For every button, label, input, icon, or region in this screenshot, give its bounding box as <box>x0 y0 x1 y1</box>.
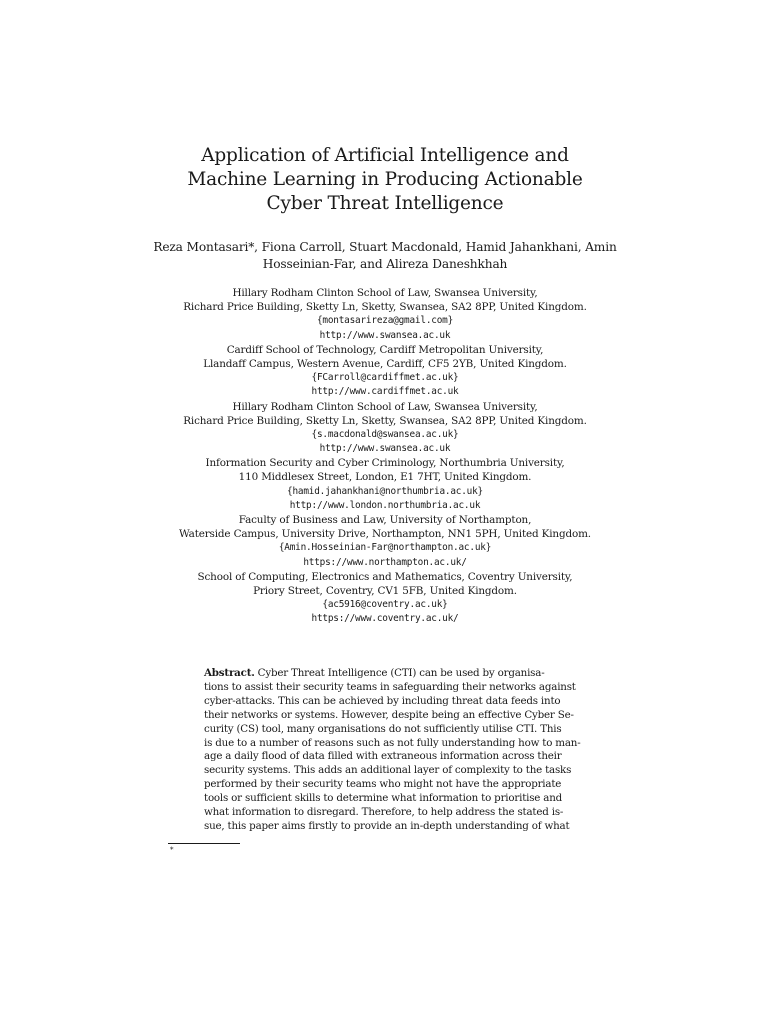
abstract-line <box>204 806 569 820</box>
affiliation-contact-line: {hamid.jahankhani@northumbria.ac.uk} <box>287 485 483 497</box>
abstract-heading: Abstract. <box>204 667 255 679</box>
abstract-text: age a daily flood of data filled with extraneous information across their <box>204 750 562 763</box>
abstract-line <box>204 708 574 723</box>
affiliation-contact-line: {ac5916@coventry.ac.uk} <box>322 599 448 611</box>
abstract-text: curity (CS) tool, many organisations do not sufficiently utilise CTI. This <box>204 722 562 735</box>
affiliation-line: School of Computing, Electronics and Mathematics, Coventry University, <box>197 570 573 583</box>
abstract-line <box>204 750 569 764</box>
author-line: Hosseinian-Far, and Alireza Daneshkhah <box>262 257 508 271</box>
footnote-rule <box>168 843 240 844</box>
abstract-line <box>204 723 569 737</box>
abstract-line <box>204 736 581 751</box>
affiliations <box>130 286 640 627</box>
author-line: Reza Montasari*, Fiona Carroll, Stuart Macdonald, Hamid Jahankhani, Amin <box>153 240 617 254</box>
footnote-mark: * <box>170 846 174 854</box>
affiliation-line: Priory Street, Coventry, CV1 5FB, United Kingdom. <box>253 584 517 597</box>
affiliation-line: 110 Middlesex Street, London, E1 7HT, United Kingdom. <box>238 471 532 484</box>
abstract-text: cyber-attacks. This can be achieved by including threat data feeds into <box>204 694 561 707</box>
abstract-line <box>204 820 569 834</box>
paper-title <box>140 144 630 216</box>
abstract-line <box>204 680 576 695</box>
affiliation-contact-line: http://www.london.northumbria.ac.uk <box>289 499 481 511</box>
affiliation-contact-line: https://www.coventry.ac.uk/ <box>311 613 459 625</box>
affiliation-contact-line: {montasarireza@gmail.com} <box>316 315 454 327</box>
affiliation-line: Hillary Rodham Clinton School of Law, Swansea University, <box>232 400 538 413</box>
affiliation-line: Cardiff School of Technology, Cardiff Metropolitan University, <box>226 343 544 356</box>
affiliation-line: Richard Price Building, Sketty Ln, Sketty, Swansea, SA2 8PP, United Kingdom. <box>183 301 587 314</box>
abstract-text: their networks or systems. However, despite being an effective Cyber Se- <box>204 708 574 721</box>
affiliation-contact-line: http://www.cardiffmet.ac.uk <box>311 386 459 398</box>
title-line: Machine Learning in Producing Actionable <box>187 169 583 190</box>
affiliation-contact-line: {FCarroll@cardiffmet.ac.uk} <box>311 372 459 384</box>
abstract-text: tools or sufficient skills to determine what information to prioritise and <box>204 792 563 805</box>
abstract-line <box>204 695 569 709</box>
abstract <box>204 667 581 834</box>
abstract-text: is due to a number of reasons such as not fully understanding how to man- <box>204 736 581 749</box>
title-line: Cyber Threat Intelligence <box>266 193 504 214</box>
affiliation-line: Hillary Rodham Clinton School of Law, Swansea University, <box>232 287 538 299</box>
affiliation-contact-line: {Amin.Hosseinian-Far@northampton.ac.uk} <box>278 542 492 554</box>
abstract-line <box>204 792 569 806</box>
abstract-text: what information to disregard. Therefore, to help address the stated is- <box>204 806 564 819</box>
abstract-text: Cyber Threat Intelligence (CTI) can be used by organisa- <box>257 667 545 679</box>
affiliation-line: Richard Price Building, Sketty Ln, Sketty, Swansea, SA2 8PP, United Kingdom. <box>183 414 587 427</box>
affiliation-contact-line: http://www.swansea.ac.uk <box>319 443 451 455</box>
abstract-text: tions to assist their security teams in safeguarding their networks against <box>204 680 576 693</box>
affiliation-contact-line: {s.macdonald@swansea.ac.uk} <box>311 428 459 440</box>
abstract-line <box>204 764 572 778</box>
title-line: Application of Artificial Intelligence and <box>201 145 569 166</box>
abstract-line <box>204 667 569 681</box>
affiliation-line: Information Security and Cyber Criminology, Northumbria University, <box>205 457 565 470</box>
abstract-line <box>204 778 569 792</box>
affiliation-contact-line: https://www.northampton.ac.uk/ <box>303 556 467 568</box>
affiliation-contact-line: http://www.swansea.ac.uk <box>319 329 451 341</box>
affiliation-line: Faculty of Business and Law, University of Northampton, <box>238 514 532 526</box>
affiliation-line: Waterside Campus, University Drive, Northampton, NN1 5PH, United Kingdom. <box>179 528 591 541</box>
abstract-text: sue, this paper aims firstly to provide an in-depth understanding of what <box>204 819 570 832</box>
abstract-text: performed by their security teams who might not have the appropriate <box>204 778 562 791</box>
author-list <box>150 239 620 273</box>
affiliation-line: Llandaff Campus, Western Avenue, Cardiff, CF5 2YB, United Kingdom. <box>203 357 567 370</box>
abstract-text: security systems. This adds an additional layer of complexity to the tasks <box>204 764 572 777</box>
